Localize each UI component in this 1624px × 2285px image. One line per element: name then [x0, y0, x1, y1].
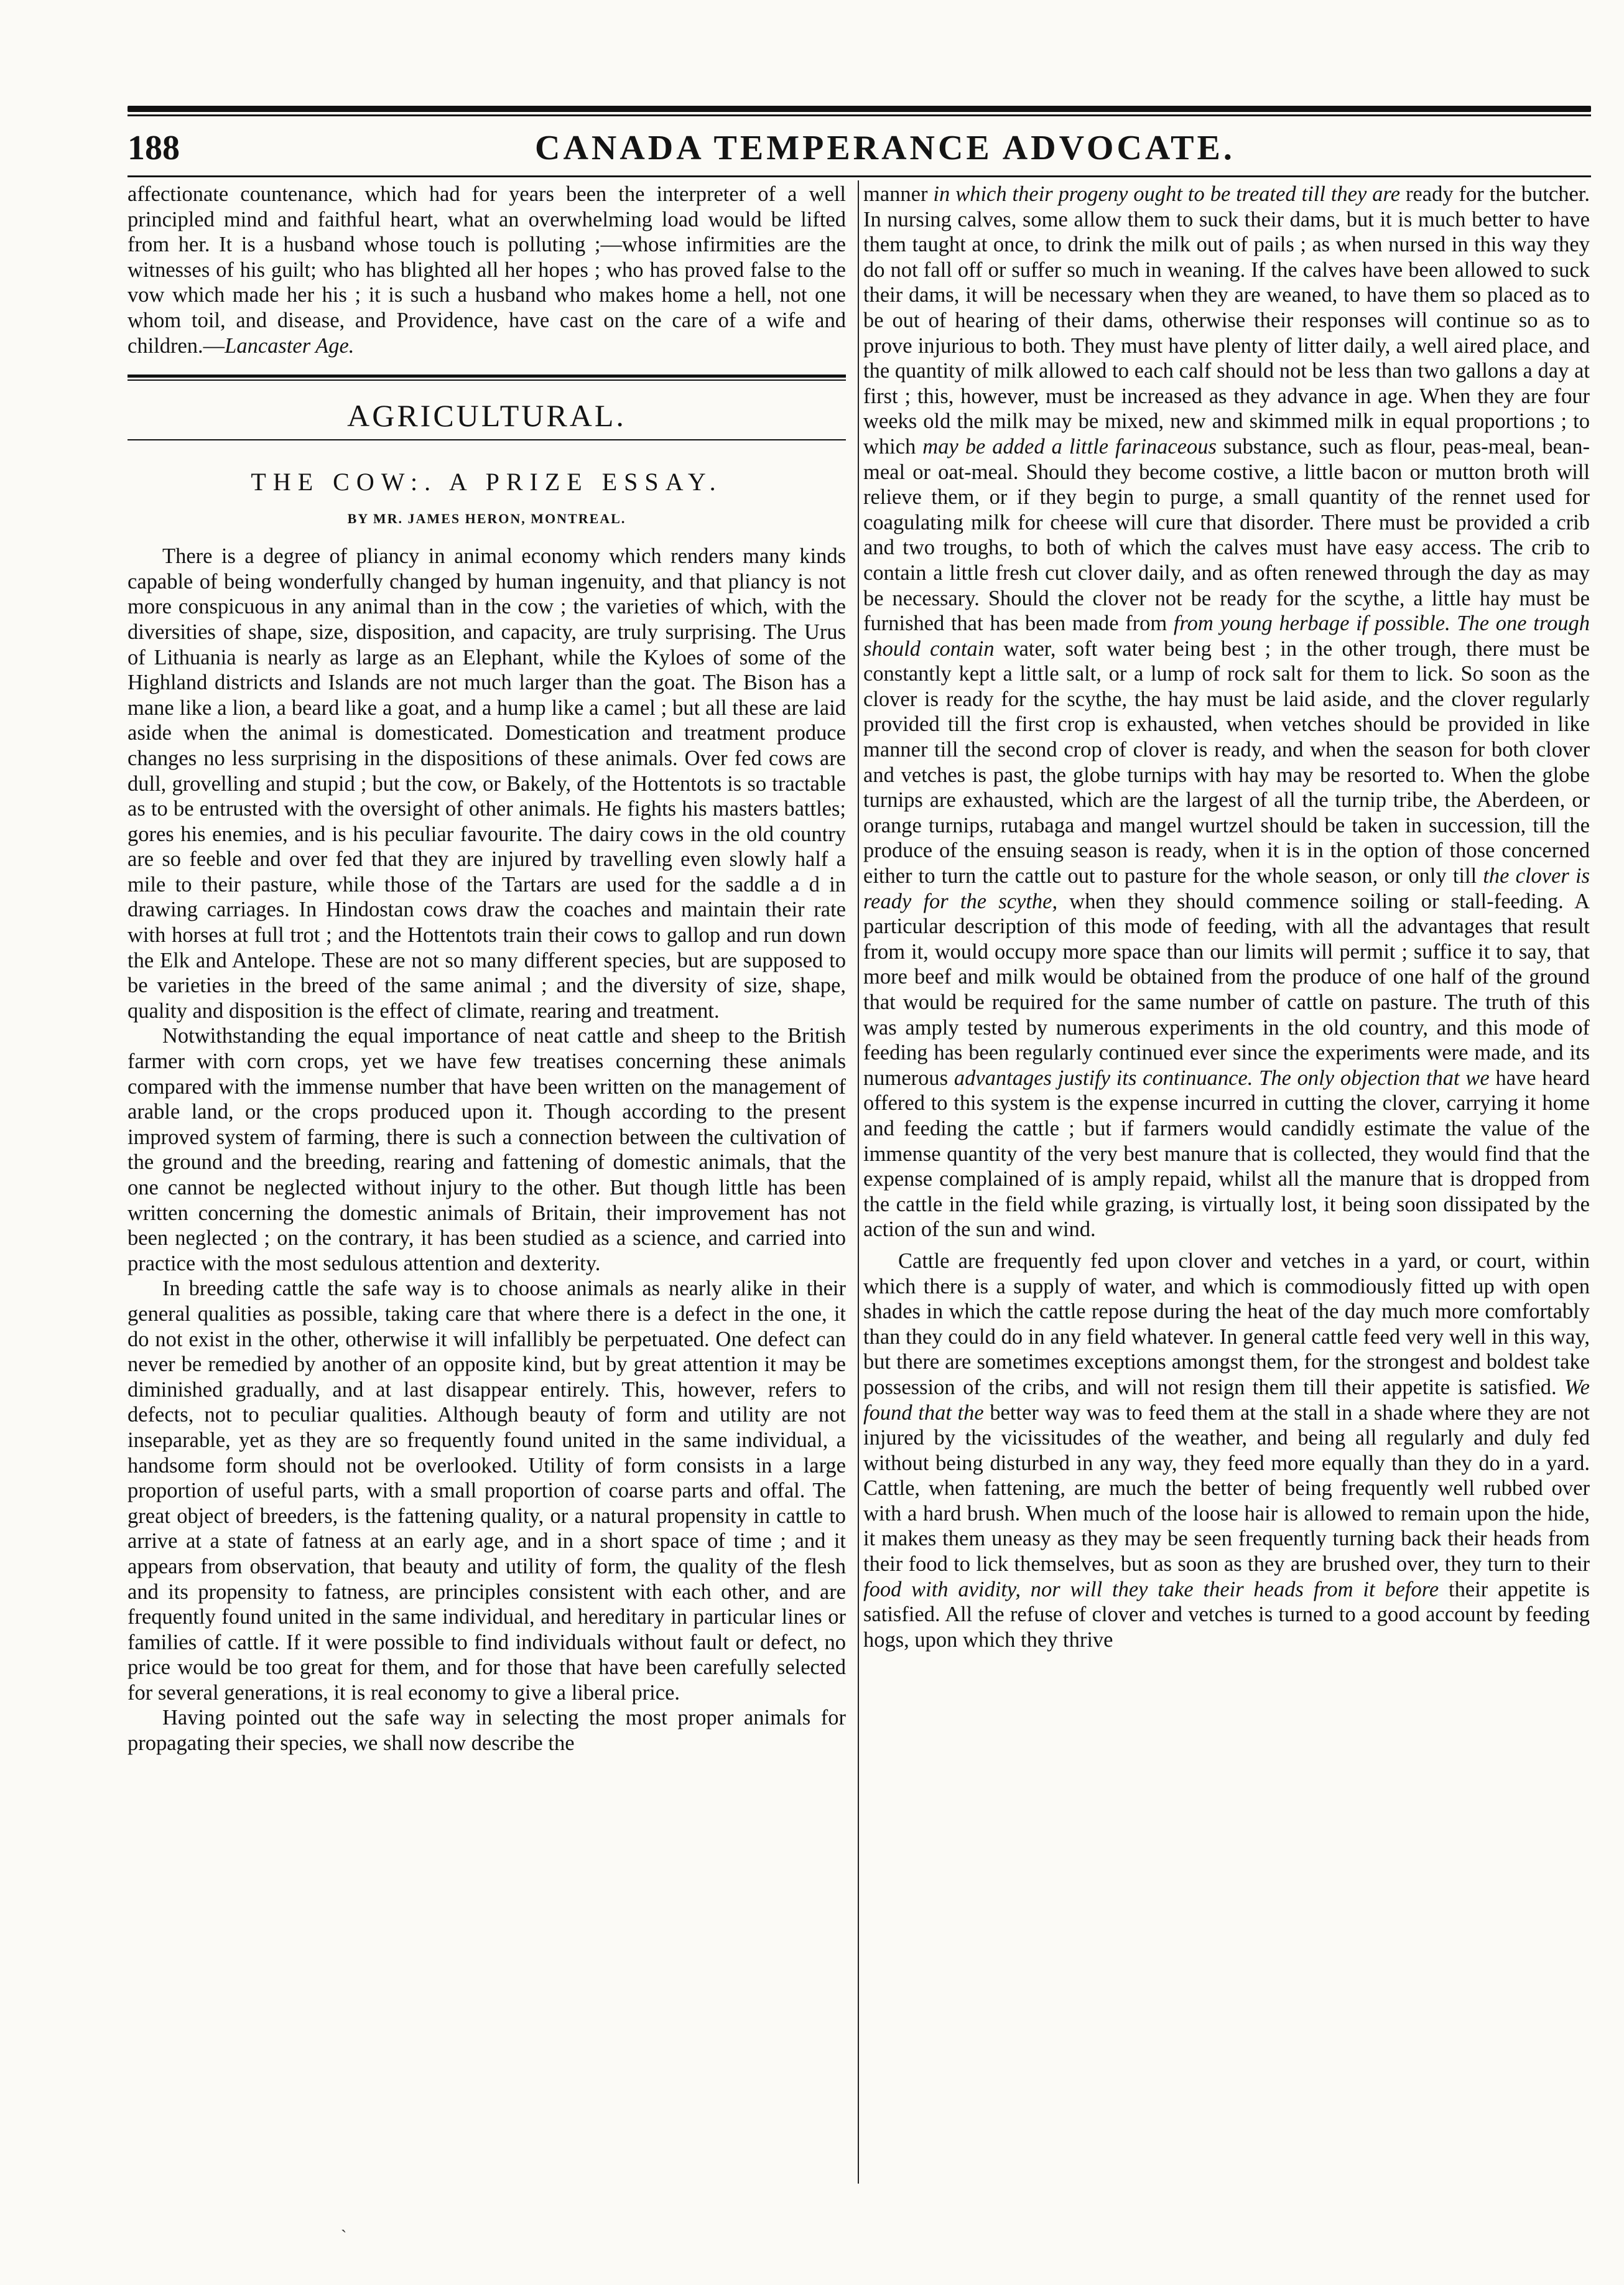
section-title: AGRICULTURAL. [347, 398, 626, 434]
essay-paragraph-continued [863, 182, 1590, 1242]
essay-paragraph: There is a degree of pliancy in animal economy which renders many kinds capable of being wonderfully changed by human ingenuity, and that pliancy is not more conspicuous in any animal than in the cow ; the varieties of which, with the diversities of shape, size, disposition, and capacity, are truly surprising. The Urus of Lithuania is nearly as large as an Elephant, while the Kyloes of some of the Highland districts and Islands are not much larger than the goat. The Bison has a mane like a lion, a beard like a goat, and a hump like a camel ; but all these are laid aside when the animal is domesticated. Domestication and treatment produce changes no less surprising in the dispositions of these animals. Over fed cows are dull, grovelling and stupid ; but the cow, or Bakely, of the Hottentots is so tractable as to be entrusted with the oversight of other animals. He fights his masters battles; gores his enemies, and is his peculiar favourite. The dairy cows in the old country are so feeble and over fed that they are injured by travelling even slowly half a mile to their pasture, while those of the Tartars are used for the saddle a d in drawing carriages. In Hindostan cows draw the coaches and maintain their rate with horses at full trot ; and the Hottentots train their cows to gallop and run down the Elk and Antelope. These are not so many different species, but are supposed to be varieties in the breed of the same animal ; and the diversity of size, shape, quality and disposition is the effect of climate, rearing and treatment. [128, 544, 846, 1023]
header-thin-rule [128, 114, 1591, 116]
italic-run: food with avidity, nor will they take their heads from it before [863, 1577, 1439, 1601]
essay-byline: BY MR. JAMES HERON, MONTREAL. [347, 511, 626, 527]
running-title: CANADA TEMPERANCE ADVOCATE. [535, 129, 1235, 167]
left-column [128, 182, 846, 1756]
text-run: Cattle are frequently fed upon clover and vetches in a yard, or court, within which there is a supply of water, and which is commodiously fitted up with open shades in which the cattle repose during the heat of the day much more comfortably than they could do in any field whatever. In general cattle feed very well in this way, but there are sometimes exceptions amongst them, for the strongest and boldest take possession of the cribs, and will not resign them till their appetite is satisfied. [863, 1249, 1590, 1399]
italic-run: We found that the [863, 1375, 1590, 1425]
text-run: better way was to feed them at the stall in a shade where they are not injured by the vicissitudes of the weather, and being all regularly and duly fed without being disturbed in any way, they feed more equally than they do in a yard. Cattle, when fattening, are much the better of being frequently well rubbed over with a hard brush. When much of the loose hair is allowed to remain upon the hide, it makes them uneasy as they may be seen frequently turning back their heads from their food to lick themselves, but as soon as they are brushed over, they turn to their [863, 1400, 1590, 1576]
text-run: their appetite is satisfied. All the refuse of clover and vetches is turned to a good account by feeding hogs, upon which they thrive [863, 1577, 1590, 1652]
italic-run: the clover is ready for the scythe, [863, 864, 1590, 913]
page-number: 188 [128, 129, 180, 167]
essay-paragraph [863, 1249, 1590, 1653]
essay-title: THE COW:. A PRIZE ESSAY. [251, 468, 723, 496]
text-run: substance, such as flour, peas-meal, bean-meal or oat-meal. Should they become costive, a little bacon or mutton broth will relieve them, or if they begin to purge, a small quantity of the rennet used for coagulating milk for cheese will cure that disorder. There must be provided a crib and two troughs, to both of which the calves must have easy access. The crib to contain a little fresh cut clover daily, and as often renewed through the day as may be necessary. Should the clover not be ready for the scythe, a little hay must be furnished that has been made from [863, 434, 1590, 636]
header-bottom-rule [128, 175, 1591, 177]
section-rule-thick [128, 375, 846, 378]
continued-source: Lancaster Age. [225, 333, 355, 358]
text-run: ready for the butcher. In nursing calves, some allow them to suck their dams, but it is much better to have them taught at once, to drink the milk out of pails ; as when nursed in this way they do not fall off or suffer so much in weaning. If the calves have been allowed to suck their dams, it will be necessary when they are weaned, to have them so placed as to be out of hearing of their dams, otherwise their responses will continue so as to prove injurious to both. They must have plenty of litter daily, a well aired place, and the quantity of milk allowed to each calf should not be less than two gallons a day at first ; this, however, must be increased as they advance in age. When they are four weeks old the milk may be mixed, new and skimmed milk in equal proportions ; to which [863, 182, 1590, 458]
stray-ink-mark: ` [341, 2227, 347, 2246]
continued-text: affectionate countenance, which had for years been the interpreter of a well principled mind and faithful heart, what an overwhelming load would be lifted from her. It is a husband whose touch is polluting ;—whose infirmities are the witnesses of his guilt; who has blighted all her hopes ; who has proved false to the vow which made her his ; it is such a husband who makes home a hell, not one whom toil, and disease, and Providence, have cast on the care of a wife and children.— [128, 182, 846, 358]
essay-paragraph: Having pointed out the safe way in selecting the most proper animals for propagating their species, we shall now describe the [128, 1706, 846, 1756]
italic-run: from young herbage if possible. The one trough should contain [863, 612, 1590, 661]
column-divider [858, 180, 859, 2184]
section-rule-thin [128, 379, 846, 381]
text-run: have heard offered to this system is the expense incurred in cutting the clover, carrying it home and feeding the cattle ; but if farmers would candidly estimate the value of the immense quantity of the very best manure that is collected, they would find that the expense complained of is amply repaid, whilst all the manure that is dropped from the cattle in the field while grazing, is virtually lost, it being soon dissipated by the action of the sun and wind. [863, 1066, 1590, 1242]
italic-run: in which their progeny ought to be treated till they are [933, 182, 1401, 206]
text-run: when they should commence soiling or stall-feeding. A particular description of this mode of feeding, with all the advantages that result from it, would occupy more space than our limits will permit ; suffice it to say, that more beef and milk would be obtained from the produce of one half of the ground that would be required for the same number of cattle on pasture. The truth of this was amply tested by numerous experiments in the old country, and this mode of feeding has been regularly continued ever since the experiments were made, and its numerous [863, 889, 1590, 1090]
right-column [863, 182, 1590, 1652]
section-underline [128, 439, 846, 440]
text-run: manner [863, 182, 934, 206]
header-thick-rule [128, 106, 1591, 112]
text-run: water, soft water being best ; in the other trough, there must be constantly kept a little salt, or a lump of rock salt for them to lick. So soon as the clover is ready for the scythe, the hay must be laid aside, and the clover regularly provided till the first crop is exhausted, when vetches should be provided in like manner till the second crop of clover is ready, and when the season for both clover and vetches is past, the globe turnips with hay may be resorted to. When the globe turnips are exhausted, which are the largest of all the turnip tribe, the Aberdeen, or orange turnips, rutabaga and mangel wurtzel should be taken in succession, till the produce of the ensuing season is ready, when it is in the option of those concerned either to turn the cattle out to pasture for the whole season, or only till [863, 636, 1590, 888]
continued-paragraph [128, 182, 846, 358]
italic-run: may be added a little farinaceous [922, 434, 1217, 458]
essay-paragraph: Notwithstanding the equal importance of neat cattle and sheep to the British farmer with corn crops, yet we have few treatises concerning these animals compared with the immense number that have been written on the management of arable land, or the crops produced upon it. Though according to the present improved system of farming, there is such a connection between the cultivation of the ground and the breeding, rearing and fattening of domestic animals, that the one cannot be neglected without injury to the other. But though little has been written concerning the domestic animals of Britain, their improvement has not been neglected ; on the contrary, it has been studied as a science, and carried into practice with the most sedulous attention and dexterity. [128, 1024, 846, 1275]
header-double-rule [128, 105, 1591, 118]
essay-paragraph: In breeding cattle the safe way is to choose animals as nearly alike in their general qualities as possible, taking care that where there is a defect in the one, it do not exist in the other, otherwise it will infallibly be perpetuated. One defect can never be remedied by another of an opposite kind, but by great attention it may be diminished gradually, and at last disappear entirely. This, however, refers to defects, not to peculiar qualities. Although beauty of form and utility are not inseparable, yet as they are so frequently found united in the same individual, a handsome form should not be overlooked. Utility of form consists in a large proportion of useful parts, with a small proportion of coarse parts and offal. The great object of breeders, is the fattening quality, or a natural propensity in cattle to arrive at a state of fatness at an early age, and in a short space of time ; and it appears from observation, that beauty and utility of form, the quality of the flesh and its propensity to fatness, are principles consistent with each other, and are frequently found united in the same individual, and hereditary in particular lines or families of cattle. If it were possible to find individuals without fault or defect, no price would be too great for them, and for those that have been carefully selected for several generations, it is real economy to give a liberal price. [128, 1277, 846, 1705]
italic-run: advantages justify its continuance. The only objection that we [954, 1066, 1490, 1090]
section-double-rule [128, 375, 846, 382]
